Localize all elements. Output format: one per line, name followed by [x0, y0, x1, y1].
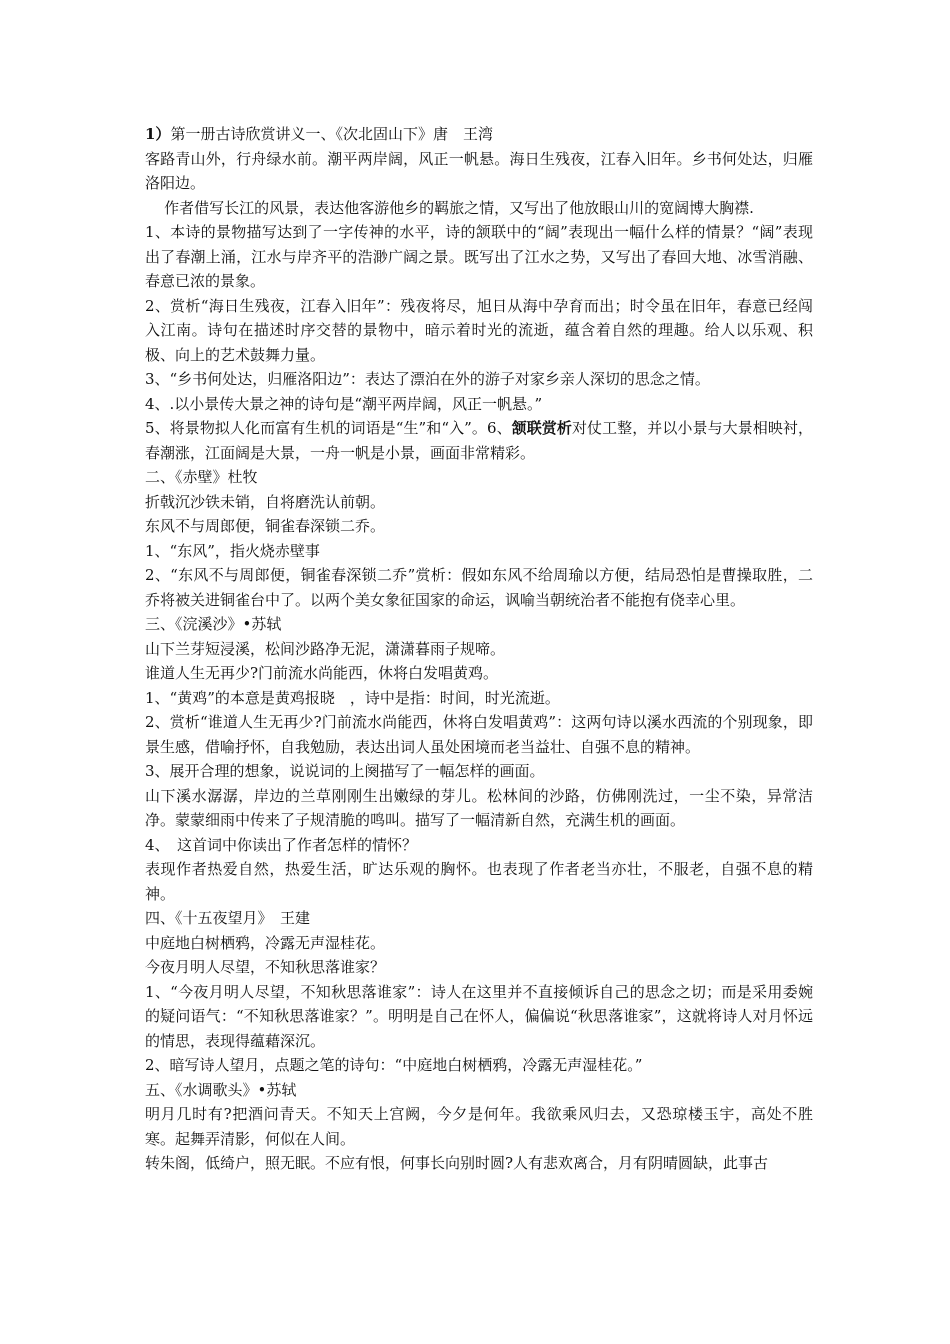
text-run: 作者借写长江的风景，表达他客游他乡的羁旅之情，又写出了他放眼山川的宽阔博大胸襟.: [164, 198, 754, 217]
text-line: [145, 686, 813, 711]
text-run: 1、“黄鸡”的本意是黄鸡报晓 ，诗中是指：时间，时光流逝。: [145, 688, 560, 707]
text-line: [145, 710, 813, 759]
text-line: [145, 1151, 813, 1176]
text-run: 转朱阁，低绮户，照无眠。不应有恨，何事长向别时圆?人有悲欢离合，月有阴晴圆缺，此事古: [145, 1154, 769, 1172]
text-line: [145, 612, 813, 637]
text-run: 4、.以小景传大景之神的诗句是“潮平两岸阔，风正一帆悬。”: [145, 394, 543, 413]
text-run: 对仗工整，并以小景与大景相映衬，春潮涨，江面阔是大景，一舟一帆是小景，画面非常精彩。: [145, 419, 813, 462]
text-run: 谁道人生无再少?门前流水尚能西，休将白发唱黄鸡。: [145, 664, 499, 682]
text-run: 3、展开合理的想象，说说词的上阕描写了一幅怎样的画面。: [145, 762, 545, 780]
text-run: 山下溪水潺潺，岸边的兰草刚刚生出嫩绿的芽儿。松林间的沙路，仿佛刚洗过，一尘不染，异常洁净。蒙蒙细雨中传来了子规清脆的鸣叫。描写了一幅清新自然，充满生机的画面。: [145, 786, 813, 829]
text-line: [145, 392, 813, 417]
bold-text: 1）: [145, 125, 171, 143]
text-line: [145, 294, 813, 368]
document-body: [145, 122, 813, 1176]
text-run: 2、“东风不与周郎便，铜雀春深锁二乔”赏析：假如东风不给周瑜以方便，结局恐怕是曹操取胜，二乔将被关进铜雀台中了。以两个美女象征国家的命运，讽喻当朝统治者不能抱有侥幸心里。: [145, 566, 813, 609]
text-line: [145, 637, 813, 662]
text-line: [145, 220, 813, 294]
text-run: 1、“今夜月明人尽望，不知秋思落谁家”：诗人在这里并不直接倾诉自己的思念之切；而是采用委婉的疑问语气：“不知秋思落谁家？”。明明是自己在怀人，偏偏说“秋思落谁家”，这就将诗人对月怀远的情思，表现得蕴藉深沉。: [145, 982, 813, 1050]
text-run: 三、《浣溪沙》•苏轼: [145, 615, 282, 633]
text-line: [145, 465, 813, 490]
text-line: [145, 367, 813, 392]
text-run: 五、《水调歌头》•苏轼: [145, 1080, 297, 1099]
text-line: [145, 1053, 813, 1078]
text-run: 客路青山外，行舟绿水前。潮平两岸阔，风正一帆悬。海日生残夜，江春入旧年。乡书何处达，归雁洛阳边。: [145, 149, 813, 192]
text-line: [145, 980, 813, 1054]
text-line: [145, 563, 813, 612]
text-line: [145, 857, 813, 906]
text-line: [145, 514, 813, 539]
text-line: [145, 196, 813, 221]
text-line: [145, 955, 813, 980]
text-line: [145, 490, 813, 515]
text-run: 3、“乡书何处达，归雁洛阳边”：表达了漂泊在外的游子对家乡亲人深切的思念之情。: [145, 370, 710, 388]
text-line: [145, 416, 813, 465]
text-run: 4、 这首词中你读出了作者怎样的情怀？: [145, 835, 418, 854]
text-line: [145, 906, 813, 931]
text-run: 5、将景物拟人化而富有生机的词语是“生”和“入”。6、: [145, 419, 512, 437]
text-run: 东风不与周郎便，铜雀春深锁二乔。: [145, 517, 386, 535]
text-line: [145, 661, 813, 686]
text-line: [145, 539, 813, 564]
text-run: 1、本诗的景物描写达到了一字传神的水平，诗的颔联中的“阔”表现出一幅什么样的情景？“阔”表现出了春潮上涌，江水与岸齐平的浩渺广阔之景。既写出了江水之势，又写出了春回大地、冰雪消融、春意已浓的景象。: [145, 223, 813, 290]
text-run: 2、暗写诗人望月，点题之笔的诗句：“中庭地白树栖鸦，冷露无声湿桂花。”: [145, 1056, 643, 1074]
text-line: [145, 147, 813, 196]
text-line: [145, 833, 813, 858]
text-run: 二、《赤壁》杜牧: [145, 468, 258, 486]
text-line: [145, 931, 813, 956]
text-line: [145, 1102, 813, 1151]
text-line: [145, 1078, 813, 1103]
text-run: 2、赏析“谁道人生无再少?门前流水尚能西，休将白发唱黄鸡”：这两句诗以溪水西流的个别现象，即景生感，借喻抒怀，自我勉励，表达出词人虽处困境而老当益壮、自强不息的精神。: [145, 713, 813, 756]
text-line: [145, 784, 813, 833]
text-run: 1、“东风”，指火烧赤壁事: [145, 541, 320, 560]
text-line: [145, 122, 813, 147]
text-run: 今夜月明人尽望，不知秋思落谁家？: [145, 958, 386, 976]
text-run: 2、赏析“海日生残夜，江春入旧年”：残夜将尽，旭日从海中孕育而出；时令虽在旧年，春意已经闯入江南。诗句在描述时序交替的景物中，暗示着时光的流逝，蕴含着自然的理趣。给人以乐观、积极、向上的艺术鼓舞力量。: [145, 296, 813, 364]
text-run: 山下兰芽短浸溪，松间沙路净无泥，潇潇暮雨子规啼。: [145, 639, 506, 658]
bold-text: 颔联赏析: [511, 419, 572, 437]
text-run: 四、《十五夜望月》 王建: [145, 909, 311, 927]
text-run: 折戟沉沙铁未销，自将磨洗认前朝。: [145, 492, 386, 511]
text-run: 表现作者热爱自然，热爱生活，旷达乐观的胸怀。也表现了作者老当亦壮，不服老，自强不息的精神。: [145, 860, 813, 903]
text-run: 第一册古诗欣赏讲义一、《次北固山下》唐 王湾: [170, 125, 493, 143]
text-run: 中庭地白树栖鸦，冷露无声湿桂花。: [145, 933, 386, 952]
text-run: 明月几时有?把酒问青天。不知天上宫阙，今夕是何年。我欲乘风归去，又恐琼楼玉宇，高处不胜寒。起舞弄清影，何似在人间。: [145, 1105, 813, 1148]
text-line: [145, 759, 813, 784]
